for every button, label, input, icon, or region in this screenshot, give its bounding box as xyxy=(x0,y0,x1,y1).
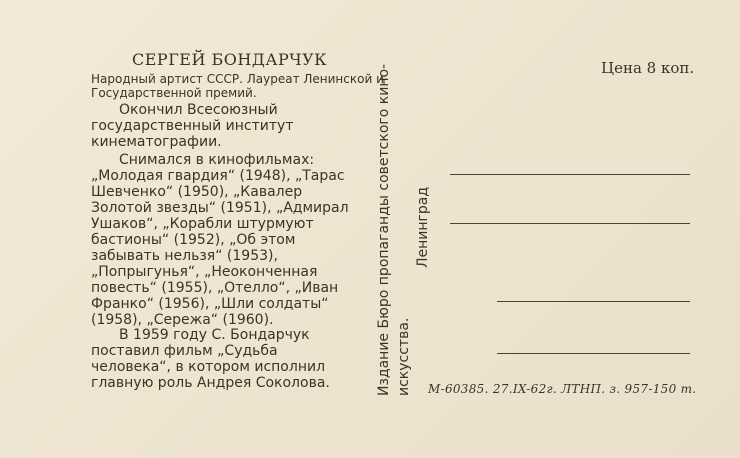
card-subtitle: Народный артист СССР. Лауреат Ленинской и Государственной премий. xyxy=(91,72,384,100)
card-title: СЕРГЕЙ БОНДАРЧУК xyxy=(132,50,328,69)
publisher-line-1: Издание Бюро пропаганды советского кино- xyxy=(376,63,392,396)
publisher-city: Ленинград xyxy=(415,186,431,268)
address-line xyxy=(450,174,690,175)
publisher-line-2: искусства. xyxy=(396,317,412,396)
address-line xyxy=(450,223,690,224)
price-label: Цена 8 коп. xyxy=(601,59,695,77)
print-code: М-60385. 27.IX-62г. ЛТНП. з. 957-150 т. xyxy=(428,382,697,396)
address-line xyxy=(497,301,690,302)
address-line xyxy=(497,353,690,354)
bio-paragraph-filmography: Снимался в кинофильмах: „Молодая гвардия“ (1948), „Тарас Шевченко“ (1950), „Кавалер Золотой звезды“ (1951), „Адмирал Ушаков“, „Корабли штурмуют бастионы“ (1952), „Об этом забывать нельзя“ (1953), „Попрыгунья“, „Неоконченная повесть“ (1955), „Отелло“, „Иван Франко“ (1956), „Шли солдаты“ (1958), „Сережа“ (1960). xyxy=(91,152,349,328)
bio-paragraph-education: Окончил Всесоюзный государственный институт кинематографии. xyxy=(91,102,294,150)
bio-paragraph-director: В 1959 году С. Бондарчук поставил фильм „Судьба человека“, в котором исполнил главную роль Андрея Соколова. xyxy=(91,327,330,391)
